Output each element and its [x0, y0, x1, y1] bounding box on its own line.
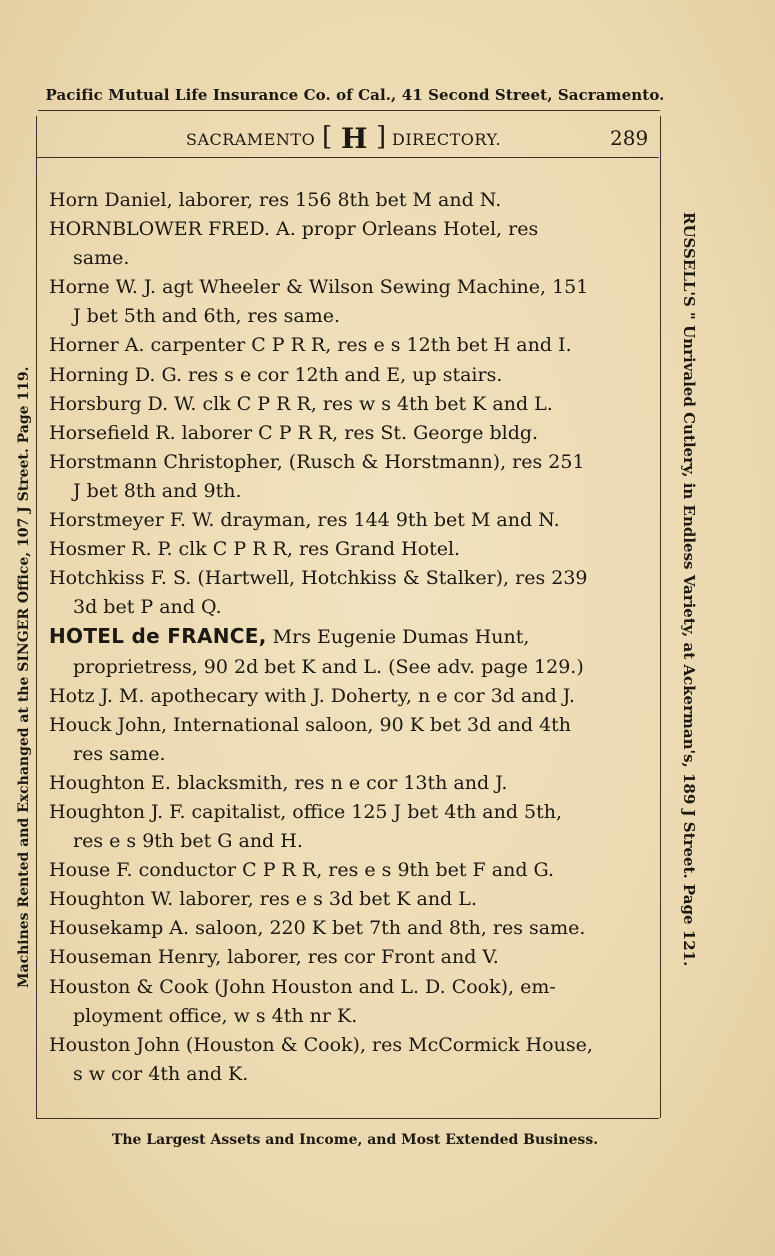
- head-rule: [36, 157, 659, 158]
- directory-entry: [49, 215, 647, 273]
- top-rule: [38, 110, 660, 111]
- directory-entry: [49, 769, 647, 798]
- entry-first-line: Hotchkiss F. S. (Hartwell, Hotchkiss & Stalker), res 239: [49, 567, 588, 590]
- entry-first-line: Hotz J. M. apothecary with J. Doherty, n e cor 3d and J.: [49, 684, 575, 707]
- directory-entry: [49, 914, 647, 943]
- directory-entries: [49, 186, 647, 1089]
- entry-first-line: Horsefield R. laborer C P R R, res St. George bldg.: [49, 421, 539, 444]
- directory-entry: [49, 885, 647, 914]
- directory-entry: [49, 186, 647, 215]
- directory-entry: [49, 711, 647, 769]
- top-advertisement: Pacific Mutual Life Insurance Co. of Cal., 41 Second Street, Sacramento.: [45, 86, 665, 104]
- directory-entry: [49, 798, 647, 856]
- entry-continuation-line: same.: [73, 247, 130, 270]
- left-margin-advertisement: Machines Rented and Exchanged at the SINGER Office, 107 J Street. Page 119.: [16, 366, 32, 988]
- entry-first-line: Houston John (Houston & Cook), res McCormick House,: [49, 1033, 593, 1056]
- entry-first-line: Horstmann Christopher, (Rusch & Horstmann), res 251: [49, 450, 585, 473]
- bottom-advertisement: The Largest Assets and Income, and Most Extended Business.: [111, 1132, 599, 1148]
- bracket-close: ]: [376, 122, 387, 152]
- entry-continuation-line: s w cor 4th and K.: [73, 1062, 249, 1085]
- entry-continuation-line: res same.: [73, 742, 166, 765]
- directory-entry: [49, 273, 647, 331]
- directory-entry: [49, 943, 647, 972]
- running-head-city: SACRAMENTO: [186, 130, 316, 149]
- entry-first-line: Houghton J. F. capitalist, office 125 J bet 4th and 5th,: [49, 800, 563, 823]
- entry-first-line: Hosmer R. P. clk C P R R, res Grand Hotel.: [49, 538, 461, 561]
- entry-first-line: Horstmeyer F. W. drayman, res 144 9th bet M and N.: [49, 509, 560, 532]
- directory-entry: [49, 973, 647, 1031]
- entry-first-line: HORNBLOWER FRED. A. propr Orleans Hotel, res: [49, 218, 539, 241]
- entry-continuation-line: proprietress, 90 2d bet K and L. (See adv. page 129.): [73, 655, 584, 678]
- bottom-rule: [36, 1118, 659, 1119]
- entry-first-line: Houghton E. blacksmith, res n e cor 13th and J.: [49, 771, 508, 794]
- entry-first-line: Houck John, International saloon, 90 K bet 3d and 4th: [49, 713, 572, 736]
- entry-continuation-line: res e s 9th bet G and H.: [73, 830, 303, 853]
- entry-first-line: Horning D. G. res s e cor 12th and E, up stairs.: [49, 363, 503, 386]
- directory-entry: [49, 390, 647, 419]
- entry-continuation-line: J bet 8th and 9th.: [73, 479, 242, 502]
- directory-entry: [49, 361, 647, 390]
- running-head-directory: DIRECTORY.: [392, 130, 502, 149]
- entry-first-line: Horne W. J. agt Wheeler & Wilson Sewing Machine, 151: [49, 276, 589, 299]
- directory-entry: [49, 506, 647, 535]
- entry-first-line: Horsburg D. W. clk C P R R, res w s 4th bet K and L.: [49, 392, 553, 415]
- section-letter: H: [341, 122, 368, 155]
- entry-continuation-line: J bet 5th and 6th, res same.: [73, 305, 341, 328]
- right-margin-advertisement: RUSSELL'S " Unrivaled Cutlery, in Endless Variety, at Ackerman's, 189 J Street. Page 121.: [680, 212, 698, 967]
- entry-continuation-line: ployment office, w s 4th nr K.: [73, 1004, 358, 1027]
- directory-entry: [49, 419, 647, 448]
- entry-first-line: Houghton W. laborer, res e s 3d bet K and L.: [49, 888, 477, 911]
- page-number: 289: [610, 126, 649, 150]
- running-head: [36, 122, 659, 158]
- directory-entry: [49, 682, 647, 711]
- directory-entry: [49, 622, 647, 681]
- entry-first-line: Horn Daniel, laborer, res 156 8th bet M and N.: [49, 189, 502, 211]
- directory-entry: [49, 564, 647, 622]
- bracket-open: [: [322, 122, 333, 152]
- hotel-name: HOTEL de FRANCE,: [49, 624, 267, 649]
- entry-first-line: House F. conductor C P R R, res e s 9th bet F and G.: [49, 859, 555, 882]
- entry-continuation-line: 3d bet P and Q.: [73, 596, 222, 619]
- entry-first-line: Horner A. carpenter C P R R, res e s 12th bet H and I.: [49, 334, 572, 357]
- entry-first-line: Houseman Henry, laborer, res cor Front and V.: [49, 946, 499, 969]
- directory-entry: [49, 331, 647, 360]
- directory-entry: [49, 448, 647, 506]
- directory-entry: [49, 535, 647, 564]
- directory-entry: [49, 856, 647, 885]
- entry-first-line: Housekamp A. saloon, 220 K bet 7th and 8th, res same.: [49, 917, 586, 940]
- entry-first-line: Houston & Cook (John Houston and L. D. Cook), em-: [49, 975, 556, 998]
- directory-entry: [49, 1031, 647, 1089]
- entry-first-line: Mrs Eugenie Dumas Hunt,: [266, 626, 530, 649]
